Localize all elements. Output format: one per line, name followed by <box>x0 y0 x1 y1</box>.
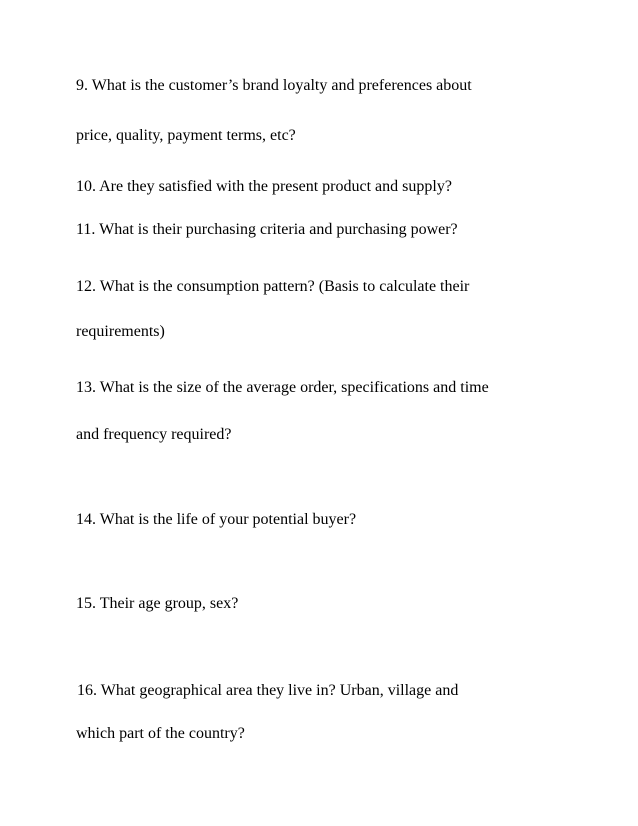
question-13-line-1: 13. What is the size of the average order, specifications and time <box>76 379 489 396</box>
question-14: 14. What is the life of your potential buyer? <box>76 511 357 528</box>
question-9-line-2: price, quality, payment terms, etc? <box>76 127 296 144</box>
question-11: 11. What is their purchasing criteria and purchasing power? <box>76 221 458 238</box>
question-9-line-1: 9. What is the customer’s brand loyalty and preferences about <box>76 77 472 94</box>
question-12-line-2: requirements) <box>76 323 165 340</box>
question-16-line-2: which part of the country? <box>76 725 245 742</box>
question-12-line-1: 12. What is the consumption pattern? (Basis to calculate their <box>76 278 470 295</box>
question-15: 15. Their age group, sex? <box>76 595 239 612</box>
question-13-line-2: and frequency required? <box>76 426 232 443</box>
question-16-line-1: 16. What geographical area they live in? Urban, village and <box>77 682 459 699</box>
question-10: 10. Are they satisfied with the present product and supply? <box>76 178 452 195</box>
